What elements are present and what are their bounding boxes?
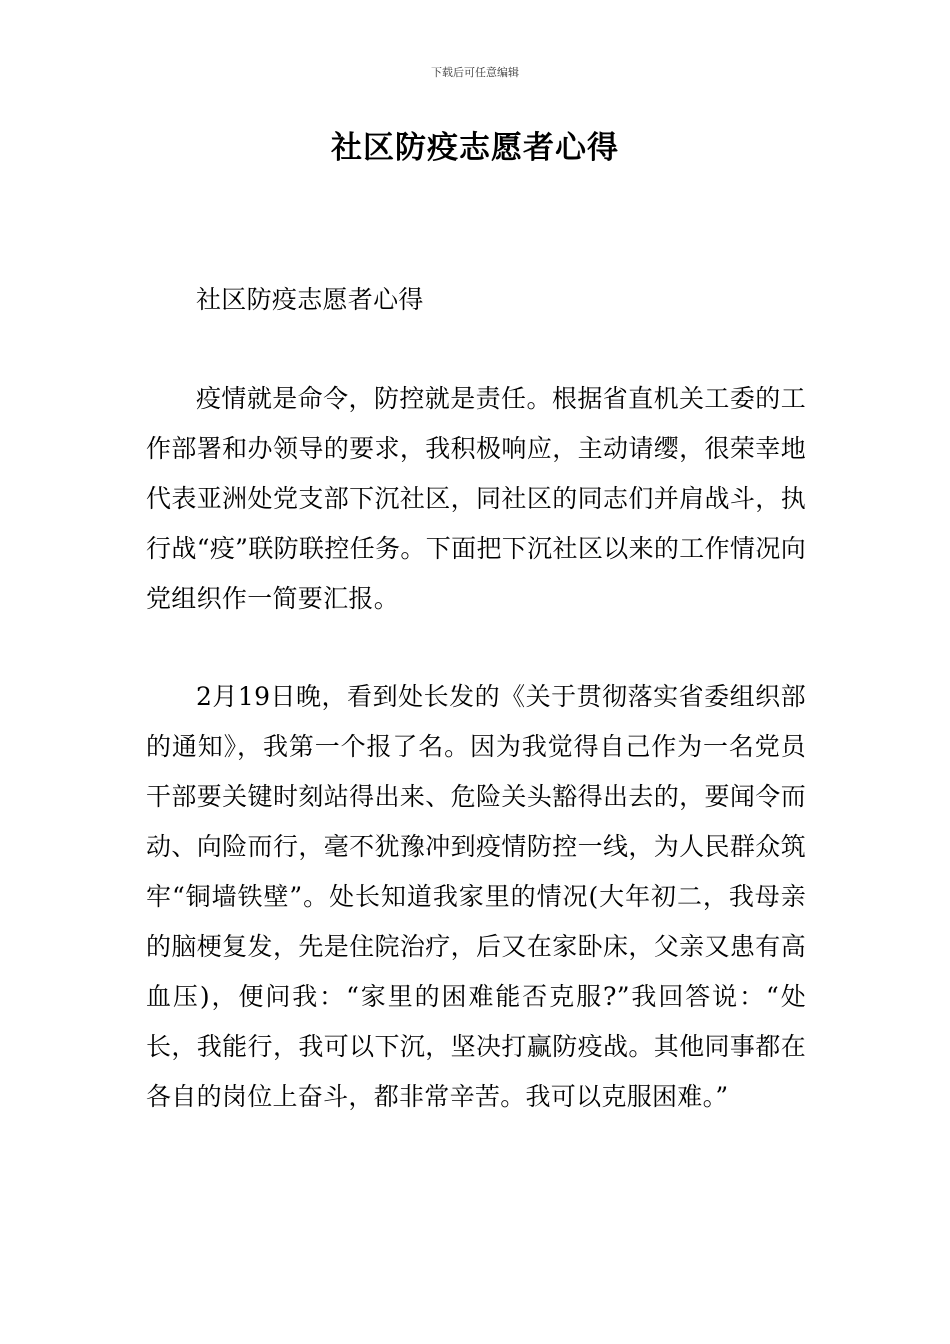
body-paragraph: 疫情就是命令，防控就是责任。根据省直机关工委的工作部署和办领导的要求，我积极响应，主动请缨，很荣幸地代表亚洲处党支部下沉社区，同社区的同志们并肩战斗，执行战“疫”联防联控任务。下面把下沉社区以来的工作情况向党组织作一简要汇报。 bbox=[146, 384, 806, 613]
body-paragraph: 2月19日晚，看到处长发的《关于贯彻落实省委组织部的通知》，我第一个报了名。因为我觉得自己作为一名党员干部要关键时刻站得出来、危险关头豁得出去的，要闻令而动、向险而行，毫不犹豫冲到疫情防控一线，为人民群众筑牢“铜墙铁壁”。处长知道我家里的情况(大年初二，我母亲的脑梗复发，先是住院治疗，后又在家卧床，父亲又患有高血压)，便问我：“家里的困难能否克服?”我回答说：“处长，我能行，我可以下沉，坚决打赢防疫战。其他同事都在各自的岗位上奋斗，都非常辛苦。我可以克服困难。” bbox=[146, 682, 806, 1111]
document-subtitle: 社区防疫志愿者心得 bbox=[196, 285, 424, 314]
header-note: 下载后可任意编辑 bbox=[431, 66, 519, 79]
document-title: 社区防疫志愿者心得 bbox=[331, 130, 619, 166]
